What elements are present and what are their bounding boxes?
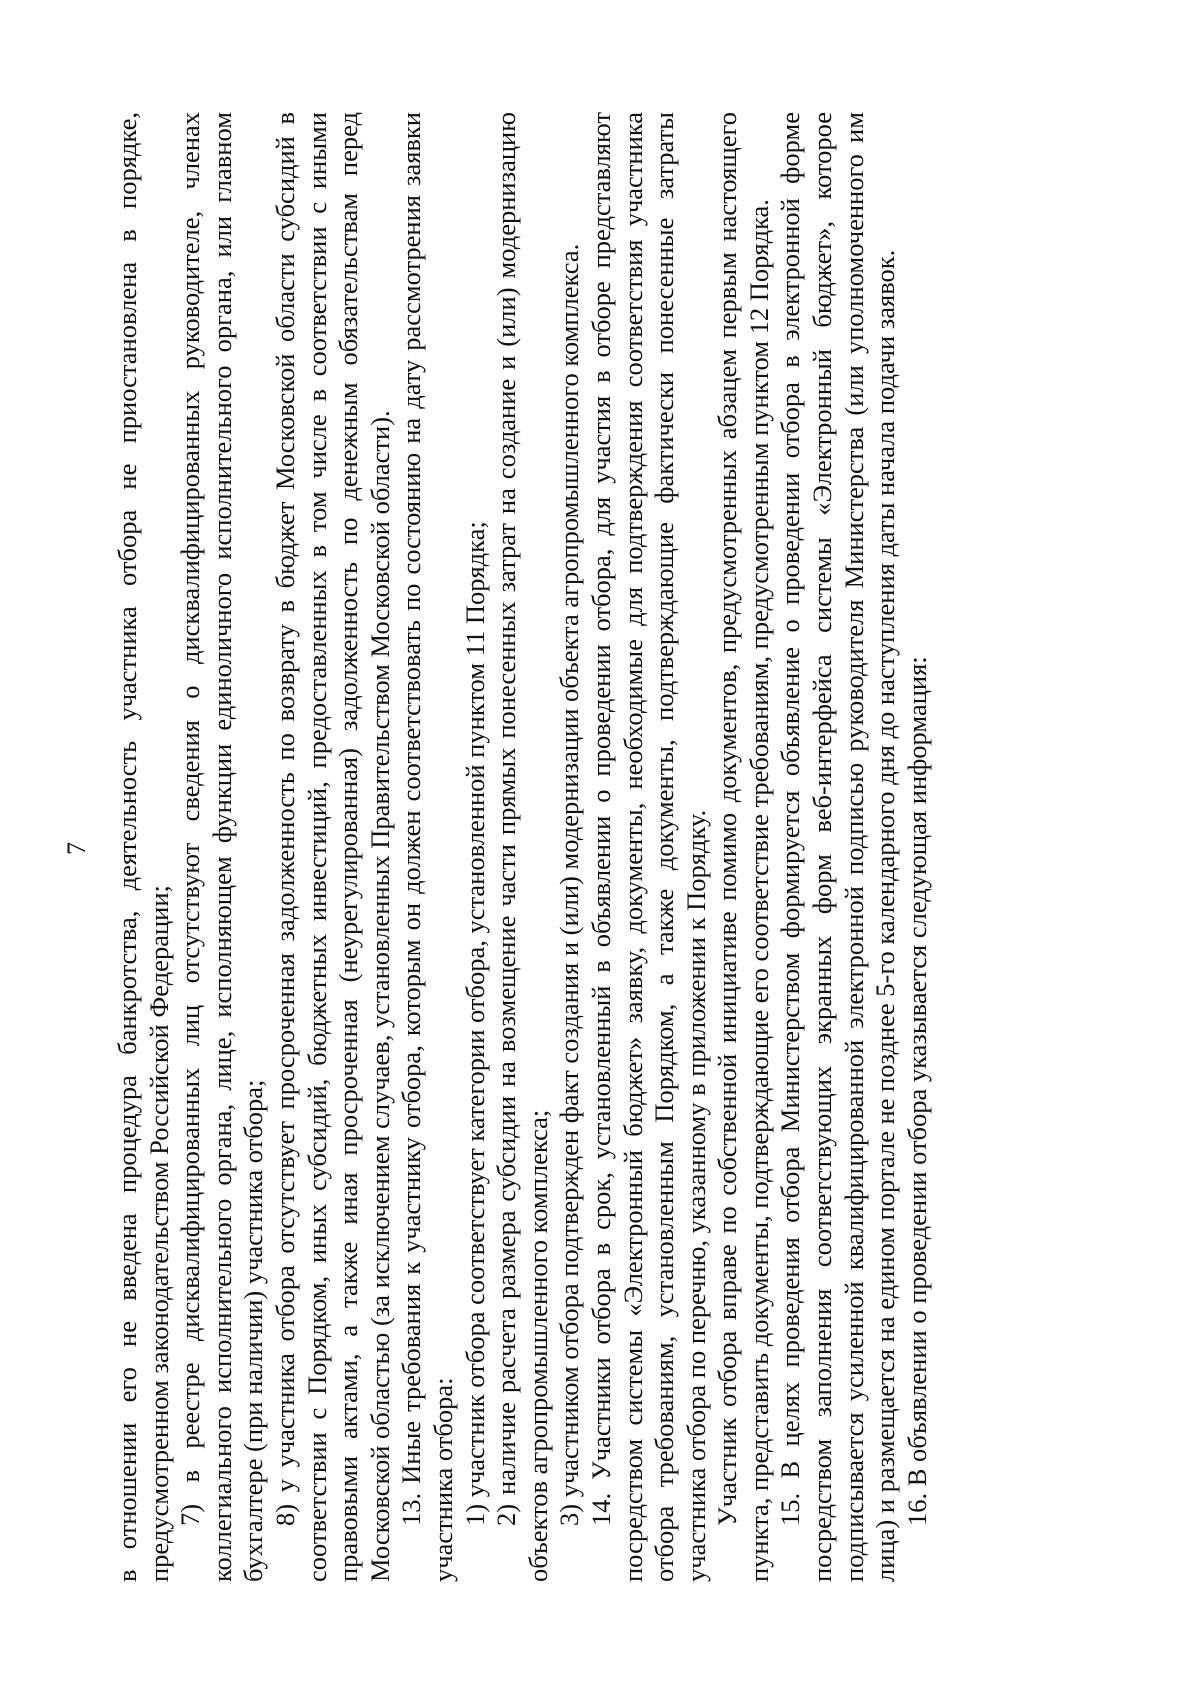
paragraph-item-7: 7) в реестре дисквалифицированных лиц отсутствуют сведения о дисквалифицированных руководителе, членах коллегиального исполнительного органа, лице, исполняющем функции единоличного исполнительного органа, или главном бухгалтере (при наличии) участника отбора; [175,112,269,1582]
paragraph-13-item-1: 1) участник отбора соответствует категории отбора, установленной пунктом 11 Порядка; [459,521,490,1526]
paragraph-section-14: 14. Участники отбора в срок, установленный в объявлении о проведении отбора, для участия в отборе представляют посредством системы «Электронный бюджет» заявку, документы, необходимые для подтверждения соответствия участника отбора требованиям, установленным Порядком, а также документы, подтверждающие фактически понесенные затраты участника отбора по перечню, указанному в приложении к Порядку. [585,112,711,1582]
paragraph-section-15: 15. В целях проведения отбора Министерством формируется объявление о проведении отбора в электронной форме посредством заполнения соответствующих экранных форм веб-интерфейса системы «Электронный бюджет», которое подписывается усиленной квалифицированной электронной подписью руководителя Министерства (или уполномоченного им лица) и размещается на едином портале не позднее 5-го календарного дня до наступления даты начала подачи заявок. [775,112,901,1582]
page-number: 7 [62,842,91,855]
paragraph-item-8: 8) у участника отбора отсутствует просроченная задолженность по возврату в бюджет Московской области субсидий в соответствии с Порядком, иных субсидий, бюджетных инвестиций, предоставленных в том числе в соответствии с иными правовыми актами, а также иная просроченная (неурегулированная) задолженность по денежным обязательствам перед Московской областью (за исключением случаев, установленных Правительством Московской области). [269,112,395,1582]
paragraph-section-13: 13. Иные требования к участнику отбора, которым он должен соответствовать по состоянию на дату рассмотрения заявки участника отбора: [396,112,458,1582]
paragraph-13-item-2: 2) наличие расчета размера субсидии на возмещение части прямых понесенных затрат на создание и (или) модернизацию объектов агропромышленного комплекса; [491,112,553,1582]
paragraph-section-14-part-2: Участник отбора вправе по собственной инициативе помимо документов, предусмотренных абзацем первым настоящего пункта, представить документы, подтверждающие его соответствие требованиям, предусмотренным пунктом 12 Порядка. [712,112,774,1582]
paragraph-continuation: в отношении его не введена процедура банкротства, деятельность участника отбора не приостановлена в порядке, предусмотренном законодательством Российской Федерации; [112,112,174,1582]
paragraph-section-16: 16. В объявлении о проведении отбора указывается следующая информация: [901,656,932,1526]
paragraph-13-item-3: 3) участником отбора подтвержден факт создания и (или) модернизации объекта агропромышленного комплекса. [554,243,585,1526]
document-text [112,112,933,1582]
